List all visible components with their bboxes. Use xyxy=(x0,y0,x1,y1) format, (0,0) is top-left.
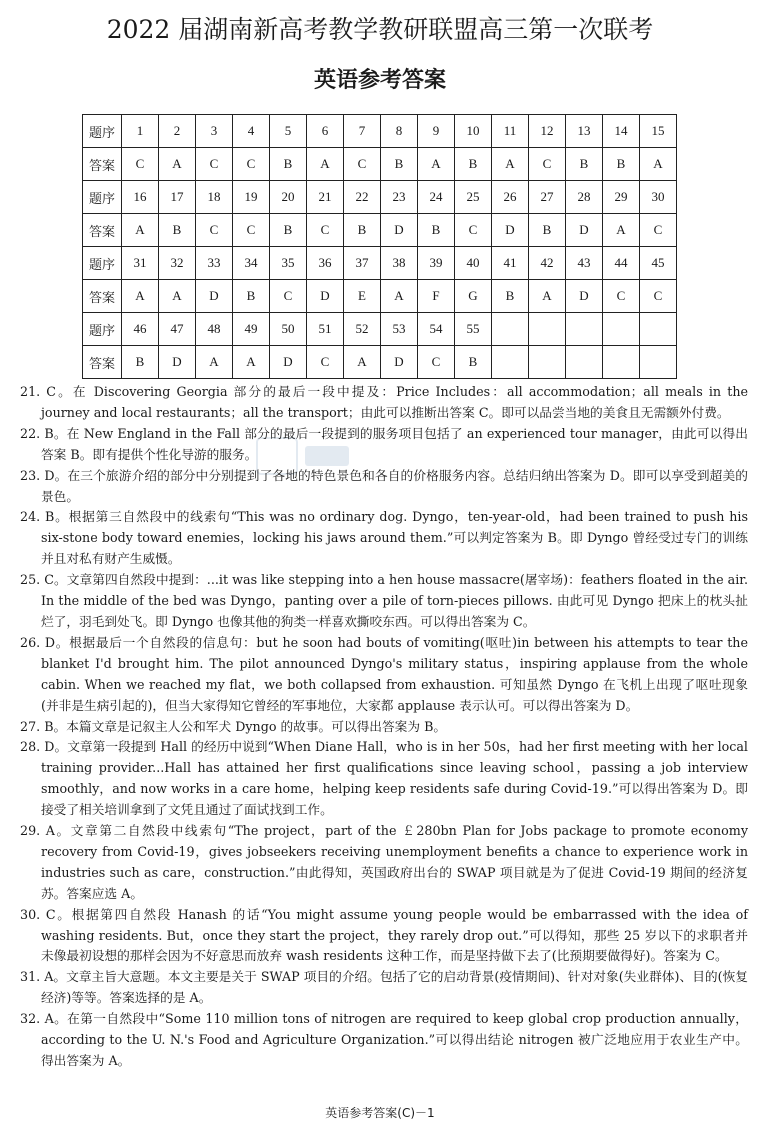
question-number-cell: 55 xyxy=(455,313,492,346)
question-number-cell: 14 xyxy=(603,115,640,148)
explanations-section xyxy=(20,382,748,1072)
answer-cell: B xyxy=(455,346,492,379)
answer-cell: C xyxy=(307,346,344,379)
answer-cell: D xyxy=(196,280,233,313)
question-number-cell: 6 xyxy=(307,115,344,148)
answer-row xyxy=(83,148,677,181)
answer-cell: A xyxy=(381,280,418,313)
question-number-row xyxy=(83,115,677,148)
question-number-row xyxy=(83,247,677,280)
answer-cell: A xyxy=(122,280,159,313)
answer-cell: A xyxy=(233,346,270,379)
question-number-cell: 26 xyxy=(492,181,529,214)
question-number-cell: 51 xyxy=(307,313,344,346)
explanation-item: 23. D。在三个旅游介绍的部分中分别提到了各地的特色景色和各自的价格服务内容。总结归纳出答案为 D。即可以享受到超美的景色。 xyxy=(20,467,748,504)
answer-cell: D xyxy=(381,214,418,247)
answer-cell xyxy=(492,346,529,379)
question-number-cell: 54 xyxy=(418,313,455,346)
question-number-cell: 45 xyxy=(640,247,677,280)
answer-cell xyxy=(566,346,603,379)
explanation-item: 21. C。在 Discovering Georgia 部分的最后一段中提及：Price Includes：all accommodation；all meals in the journey and local restaurants；all the transport；由此可以推断出答案 C。即可以品尝当地的美食且无需额外付费。 xyxy=(20,384,748,420)
answer-cell: B xyxy=(233,280,270,313)
question-number-row xyxy=(83,181,677,214)
question-number-cell: 7 xyxy=(344,115,381,148)
question-number-cell: 52 xyxy=(344,313,381,346)
question-number-cell: 40 xyxy=(455,247,492,280)
answer-cell: B xyxy=(270,214,307,247)
page-subtitle: 英语参考答案 xyxy=(313,68,446,93)
question-number-cell: 31 xyxy=(122,247,159,280)
answer-cell: A xyxy=(122,214,159,247)
page-title: 2022 届湖南新高考教学教研联盟高三第一次联考 xyxy=(106,15,654,44)
answer-cell: G xyxy=(455,280,492,313)
question-number-cell: 42 xyxy=(529,247,566,280)
answer-row xyxy=(83,346,677,379)
answer-cell: B xyxy=(418,214,455,247)
question-number-cell: 41 xyxy=(492,247,529,280)
question-number-cell: 8 xyxy=(381,115,418,148)
answer-cell xyxy=(603,346,640,379)
row-label-answer: 答案 xyxy=(83,214,122,247)
answer-cell: C xyxy=(418,346,455,379)
answer-table xyxy=(82,114,677,379)
answer-row xyxy=(83,214,677,247)
question-number-cell xyxy=(566,313,603,346)
answer-cell: C xyxy=(640,280,677,313)
question-number-cell: 20 xyxy=(270,181,307,214)
question-number-cell: 50 xyxy=(270,313,307,346)
question-number-cell: 12 xyxy=(529,115,566,148)
answer-cell: A xyxy=(196,346,233,379)
answer-cell: C xyxy=(529,148,566,181)
question-number-cell: 4 xyxy=(233,115,270,148)
question-number-cell: 47 xyxy=(159,313,196,346)
question-number-cell: 53 xyxy=(381,313,418,346)
question-number-cell: 18 xyxy=(196,181,233,214)
question-number-cell: 39 xyxy=(418,247,455,280)
question-number-cell: 32 xyxy=(159,247,196,280)
answer-cell: B xyxy=(344,214,381,247)
question-number-cell xyxy=(640,313,677,346)
question-number-cell: 34 xyxy=(233,247,270,280)
answer-cell: B xyxy=(492,280,529,313)
answer-cell: D xyxy=(307,280,344,313)
question-number-cell xyxy=(603,313,640,346)
row-label-answer: 答案 xyxy=(83,346,122,379)
question-number-cell: 16 xyxy=(122,181,159,214)
row-label-number: 题序 xyxy=(83,247,122,280)
question-number-cell xyxy=(529,313,566,346)
answer-cell: C xyxy=(196,148,233,181)
question-number-cell: 17 xyxy=(159,181,196,214)
answer-cell: A xyxy=(418,148,455,181)
question-number-cell: 11 xyxy=(492,115,529,148)
answer-cell: D xyxy=(270,346,307,379)
row-label-number: 题序 xyxy=(83,181,122,214)
answer-cell: A xyxy=(492,148,529,181)
answer-cell: D xyxy=(492,214,529,247)
explanation-item: 26. D。根据最后一个自然段的信息句：but he soon had bouts of vomiting(呕吐)in between his attempts to tear the blanket I'd brought him. The pilot announced Dyngo's military status，inspiring applause from the whole cabin. When we reached my flat，we both collapsed from exhaustion. 可知虽然 Dyngo 在飞机上出现了呕吐现象(并非是生病引起的)，但当大家得知它曾经的军事地位，大家都 applause 表示认可。可以得出答案为 D。 xyxy=(20,634,748,713)
answer-cell: E xyxy=(344,280,381,313)
answer-cell: D xyxy=(159,346,196,379)
question-number-cell: 1 xyxy=(122,115,159,148)
question-number-cell: 35 xyxy=(270,247,307,280)
explanation-item: 22. B。在 New England in the Fall 部分的最后一段提到的服务项目包括了 an experienced tour manager，由此可以得出答案 B。即有提供个性化导游的服务。 xyxy=(20,425,748,462)
answer-cell: A xyxy=(344,346,381,379)
answer-cell: A xyxy=(159,280,196,313)
answer-cell: D xyxy=(566,280,603,313)
answer-cell: A xyxy=(603,214,640,247)
question-number-cell: 25 xyxy=(455,181,492,214)
explanation-item: 30. C。根据第四自然段 Hanash 的话“You might assume young people would be embarrassed with the idea of washing residents. But，once they start the project，they rarely drop out.”可以得知，那些 25 岁以下的求职者并未像最初设想的那样会因为不好意思而放弃 wash residents 这种工作，而是坚持做下去了(比预期要做得好)。答案为 C。 xyxy=(20,906,748,964)
question-number-cell: 49 xyxy=(233,313,270,346)
answer-cell: D xyxy=(566,214,603,247)
answer-cell xyxy=(529,346,566,379)
row-label-answer: 答案 xyxy=(83,148,122,181)
question-number-cell: 10 xyxy=(455,115,492,148)
question-number-cell: 2 xyxy=(159,115,196,148)
question-number-cell: 15 xyxy=(640,115,677,148)
answer-cell: C xyxy=(233,214,270,247)
question-number-cell: 36 xyxy=(307,247,344,280)
question-number-row xyxy=(83,313,677,346)
question-number-cell: 22 xyxy=(344,181,381,214)
question-number-cell: 37 xyxy=(344,247,381,280)
answer-cell: C xyxy=(233,148,270,181)
explanation-item: 28. D。文章第一段提到 Hall 的经历中说到“When Diane Hall，who is in her 50s，had her first meeting with her local training provider...Hall has attained her first qualifications since leaving school，passing a job interview smoothly，and now works in a care home，helping keep residents safe during Covid-19.”可以得出答案为 D。即接受了相关培训拿到了文凭且通过了面试找到工作。 xyxy=(20,739,748,818)
question-number-cell: 24 xyxy=(418,181,455,214)
answer-cell: C xyxy=(640,214,677,247)
explanation-item: 29. A。文章第二自然段中线索句“The project，part of the ￡280bn Plan for Jobs package to promote economy recovery from Covid-19，gives jobseekers receiving unemployment benefits a chance to experience work in industries such as care，construction.”由此得知，英国政府出台的 SWAP 项目就是为了促进 Covid-19 期间的经济复苏。答案应选 A。 xyxy=(20,823,748,901)
answer-cell: B xyxy=(159,214,196,247)
answer-cell xyxy=(640,346,677,379)
explanation-item: 31. A。文章主旨大意题。本文主要是关于 SWAP 项目的介绍。包括了它的启动背景(疫情期间)、针对对象(失业群体)、目的(恢复经济)等等。答案选择的是 A。 xyxy=(20,969,748,1006)
answer-cell: B xyxy=(122,346,159,379)
row-label-number: 题序 xyxy=(83,313,122,346)
question-number-cell: 3 xyxy=(196,115,233,148)
question-number-cell: 33 xyxy=(196,247,233,280)
explanation-item: 24. B。根据第三自然段中的线索句“This was no ordinary dog. Dyngo，ten-year-old，had been trained to push his six-stone body toward enemies，locking his jaws around them.”可以判定答案为 B。即 Dyngo 曾经受过专门的训练并且对私有财产生威慑。 xyxy=(20,509,748,567)
question-number-cell: 23 xyxy=(381,181,418,214)
answer-cell: B xyxy=(381,148,418,181)
question-number-cell: 13 xyxy=(566,115,603,148)
question-number-cell: 5 xyxy=(270,115,307,148)
question-number-cell: 29 xyxy=(603,181,640,214)
answer-cell: B xyxy=(529,214,566,247)
row-label-number: 题序 xyxy=(83,115,122,148)
question-number-cell: 48 xyxy=(196,313,233,346)
answer-cell: B xyxy=(603,148,640,181)
answer-cell: C xyxy=(122,148,159,181)
answer-cell: C xyxy=(603,280,640,313)
page-footer: 英语参考答案(C)－1 xyxy=(325,1106,435,1120)
explanation-item: 32. A。在第一自然段中“Some 110 million tons of nitrogen are required to keep global crop production annually，according to the U. N.'s Food and Agriculture Organization.”可以得出结论 nitrogen 被广泛地应用于农业生产中。得出答案为 A。 xyxy=(20,1011,748,1068)
explanation-item: 27. B。本篇文章是记叙主人公和军犬 Dyngo 的故事。可以得出答案为 B。 xyxy=(20,718,447,734)
question-number-cell: 9 xyxy=(418,115,455,148)
answer-cell: A xyxy=(307,148,344,181)
answer-cell: C xyxy=(307,214,344,247)
answer-cell: B xyxy=(455,148,492,181)
row-label-answer: 答案 xyxy=(83,280,122,313)
answer-cell: D xyxy=(381,346,418,379)
question-number-cell: 44 xyxy=(603,247,640,280)
answer-cell: C xyxy=(344,148,381,181)
question-number-cell: 43 xyxy=(566,247,603,280)
answer-cell: C xyxy=(270,280,307,313)
answer-cell: A xyxy=(159,148,196,181)
question-number-cell: 27 xyxy=(529,181,566,214)
explanation-item: 25. C。文章第四自然段中提到：...it was like stepping into a hen house massacre(屠宰场)：feathers floated in the air. In the middle of the bed was Dyngo，panting over a pile of torn-pieces pillows. 由此可见 Dyngo 把床上的枕头扯烂了，羽毛到处飞。即 Dyngo 也像其他的狗类一样喜欢撕咬东西。可以得出答案为 C。 xyxy=(20,572,748,629)
question-number-cell: 46 xyxy=(122,313,159,346)
answer-cell: A xyxy=(640,148,677,181)
question-number-cell xyxy=(492,313,529,346)
answer-cell: B xyxy=(566,148,603,181)
question-number-cell: 38 xyxy=(381,247,418,280)
question-number-cell: 19 xyxy=(233,181,270,214)
answer-cell: C xyxy=(196,214,233,247)
answer-cell: F xyxy=(418,280,455,313)
question-number-cell: 21 xyxy=(307,181,344,214)
question-number-cell: 30 xyxy=(640,181,677,214)
answer-row xyxy=(83,280,677,313)
answer-cell: A xyxy=(529,280,566,313)
answer-cell: C xyxy=(455,214,492,247)
question-number-cell: 28 xyxy=(566,181,603,214)
answer-cell: B xyxy=(270,148,307,181)
